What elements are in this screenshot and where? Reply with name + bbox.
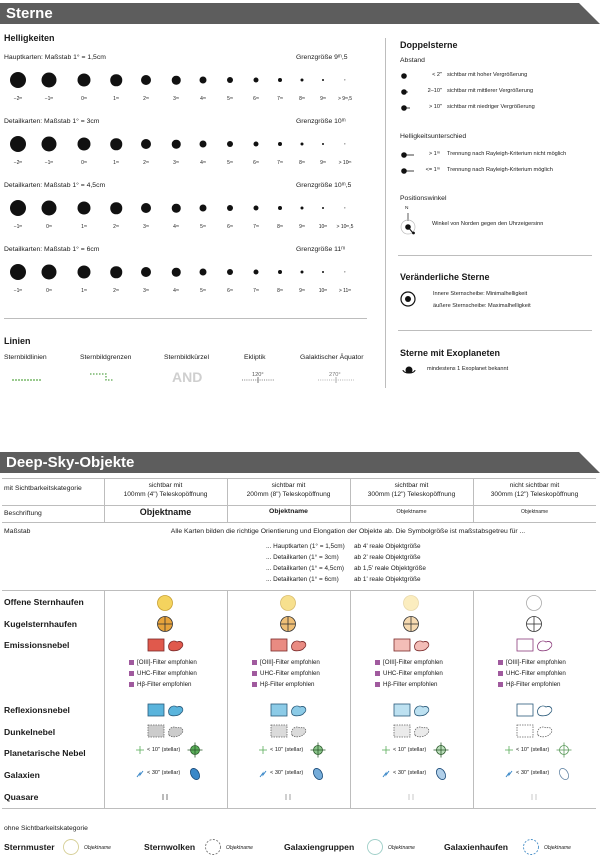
helligkeit-text: Trennung nach Rayleigh-Kriterium nicht möglich — [447, 151, 567, 157]
star-dot — [110, 202, 122, 214]
column-head-1: sichtbar mit — [394, 482, 429, 489]
filter-note — [498, 668, 566, 679]
reflection-nebula-icon — [393, 702, 433, 718]
abstand-text: sichtbar mit mittlerer Vergrößerung — [447, 88, 534, 94]
table-divider — [2, 522, 596, 523]
magnitude-label: 3ᵐ — [173, 160, 179, 166]
filter-icon — [252, 671, 257, 676]
filter-note — [498, 657, 566, 668]
galaxy-icon — [556, 766, 572, 782]
double-star-icon — [400, 150, 418, 160]
filter-text: UHC-Filter empfohlen — [260, 670, 320, 677]
magnitude-label: 5ᵐ — [200, 224, 206, 230]
galaxy-size-text: < 30" (stellar) — [147, 770, 181, 776]
abstand-label: Abstand — [400, 57, 425, 64]
column-head-1: sichtbar mit — [148, 482, 183, 489]
magnitude-row-limit: Grenzgröße 11ᵐ — [296, 246, 346, 253]
table-divider — [473, 590, 474, 808]
heading-linien: Linien — [4, 336, 31, 346]
massstab-row-left: ... Detailkarten (1° = 3cm) — [266, 554, 339, 561]
star-dot — [200, 269, 207, 276]
globular-cluster-icon — [279, 615, 297, 633]
magnitude-label: 5ᵐ — [200, 288, 206, 294]
magnitude-label: −1ᵐ — [44, 96, 54, 102]
star-dot — [78, 74, 91, 87]
filter-text: UHC-Filter empfohlen — [383, 670, 443, 677]
dark-nebula-icon — [393, 723, 433, 739]
quasar-icon — [161, 793, 169, 801]
ohne-name: Sternmuster — [4, 842, 55, 852]
helligkeit-text: Trennung nach Rayleigh-Kriterium möglich — [447, 167, 553, 173]
ohne-symbol-icon — [522, 838, 540, 856]
star-dot — [200, 205, 207, 212]
planetary-size-text: < 10" (stellar) — [270, 747, 304, 753]
ohne-label: ohne Sichtbarkeitskategorie — [4, 825, 88, 832]
row-label: Quasare — [4, 792, 39, 802]
reflection-nebula-icon — [270, 702, 310, 718]
filter-icon — [498, 660, 503, 665]
double-star-icon — [400, 87, 414, 97]
table-divider — [104, 590, 105, 808]
abstand-text: sichtbar mit niedriger Vergrößerung — [447, 104, 535, 110]
ohne-sample: Objektname — [84, 845, 111, 851]
filter-note — [375, 668, 443, 679]
quasar-icon — [407, 793, 415, 801]
sternbildkuerzel-sample: AND — [172, 369, 203, 385]
massstab-row-right: ab 1,5' reale Objektgröße — [354, 565, 426, 572]
massstab-text: Alle Karten bilden die richtige Orientierung und Elongation der Objekte ab. Die Symbolgröße ist maßstabsgetreu für ... — [170, 528, 526, 535]
star-dot — [42, 73, 57, 88]
filter-icon — [375, 682, 380, 687]
magnitude-label: 7ᵐ — [277, 160, 283, 166]
magnitude-label: 4ᵐ — [200, 160, 206, 166]
filter-icon — [375, 671, 380, 676]
star-dot — [254, 142, 259, 147]
star-dot — [344, 143, 345, 144]
planetary-nebula-icon — [433, 742, 449, 758]
star-dot — [278, 206, 282, 210]
open-cluster-icon — [279, 594, 297, 612]
magnitude-label: 7ᵐ — [253, 288, 259, 294]
heading-veraenderliche-sterne: Veränderliche Sterne — [400, 272, 490, 282]
star-dot — [301, 207, 304, 210]
table-divider — [227, 590, 228, 808]
magnitude-label: 8ᵐ — [299, 160, 305, 166]
filter-text: [OIII]-Filter empfohlen — [506, 659, 566, 666]
filter-note — [375, 679, 437, 690]
divider — [398, 255, 592, 256]
filter-note — [252, 657, 320, 668]
open-cluster-icon — [525, 594, 543, 612]
star-dot — [42, 137, 57, 152]
magnitude-label: 2ᵐ — [113, 224, 119, 230]
star-dot — [141, 139, 151, 149]
star-dot — [110, 266, 122, 278]
star-dot — [344, 207, 345, 208]
planetary-small-icon — [135, 745, 145, 755]
star-dot — [200, 141, 207, 148]
divider — [385, 38, 386, 388]
exoplanet-text: mindestens 1 Exoplanet bekannt — [427, 366, 509, 372]
star-dot — [301, 271, 304, 274]
magnitude-label: 5ᵐ — [227, 160, 233, 166]
planetary-small-icon — [258, 745, 268, 755]
star-dot — [141, 203, 151, 213]
star-dot — [172, 140, 181, 149]
filter-text: UHC-Filter empfohlen — [137, 670, 197, 677]
star-dot — [227, 141, 233, 147]
table-divider — [2, 478, 596, 479]
row-label: Dunkelnebel — [4, 727, 56, 737]
double-star-icon — [400, 103, 414, 113]
star-dot — [78, 202, 91, 215]
section-title-deepsky: Deep-Sky-Objekte — [0, 452, 600, 473]
galaxy-icon — [310, 766, 326, 782]
exoplanet-icon — [400, 363, 420, 377]
filter-text: [OIII]-Filter empfohlen — [383, 659, 443, 666]
star-dot — [172, 204, 181, 213]
magnitude-row-label: Detailkarten: Maßstab 1° = 3cm — [4, 118, 100, 125]
star-dot — [344, 271, 345, 272]
row-label: Emissionsnebel — [4, 640, 70, 650]
magnitude-label: −1ᵐ — [13, 288, 23, 294]
star-dot — [42, 265, 57, 280]
star-dot — [10, 136, 26, 152]
star-dot — [78, 266, 91, 279]
magnitude-label: > 11ᵐ — [338, 288, 352, 294]
star-dot — [344, 79, 345, 80]
helligkeit-value: > 1ᵐ — [428, 151, 440, 157]
row-label: Galaxien — [4, 770, 40, 780]
positionswinkel-north: N — [405, 206, 409, 211]
column-head-2: 300mm (12") Teleskopöffnung — [490, 491, 579, 498]
helligkeit-value: <= 1ᵐ — [425, 167, 440, 173]
helligkeit-label: Helligkeitsunterschied — [400, 133, 467, 140]
massstab-row-left: ... Detailkarten (1° = 4,5cm) — [266, 565, 345, 572]
filter-note — [252, 668, 320, 679]
double-star-icon — [400, 71, 414, 81]
table-divider — [350, 590, 351, 808]
abstand-value: 2–10" — [427, 88, 442, 94]
star-dot — [227, 205, 233, 211]
magnitude-label: −2ᵐ — [13, 96, 23, 102]
reflection-nebula-icon — [147, 702, 187, 718]
legend-galaktischer-aequator-label: Galaktischer Äquator — [300, 354, 364, 361]
divider — [4, 318, 367, 319]
filter-text: Hβ-Filter empfohlen — [383, 681, 438, 688]
magnitude-label: 4ᵐ — [200, 96, 206, 102]
magnitude-label: 7ᵐ — [277, 96, 283, 102]
star-dot — [78, 138, 91, 151]
magnitude-label: 8ᵐ — [277, 224, 283, 230]
column-beschriftung: Objektname — [396, 509, 427, 515]
galaxy-small-icon — [504, 769, 514, 779]
magnitude-label: 0ᵐ — [46, 288, 52, 294]
emission-nebula-icon — [270, 637, 310, 653]
globular-cluster-icon — [156, 615, 174, 633]
magnitude-label: 10ᵐ — [318, 288, 328, 294]
magnitude-label: 3ᵐ — [143, 288, 149, 294]
magnitude-label: 1ᵐ — [81, 288, 87, 294]
star-dot — [42, 201, 57, 216]
ekliptik-sample: 120° — [252, 372, 264, 378]
positionswinkel-icon — [398, 207, 420, 237]
galaxy-small-icon — [381, 769, 391, 779]
star-dot — [141, 267, 151, 277]
star-dot — [172, 76, 181, 85]
magnitude-label: > 9ᵐ,5 — [337, 96, 353, 102]
column-beschriftung: Objektname — [139, 507, 192, 517]
column-head-2: 200mm (8") Teleskopöffnung — [246, 491, 331, 498]
magnitude-row-label: Hauptkarten: Maßstab 1° = 1,5cm — [4, 54, 106, 61]
heading-doppelsterne: Doppelsterne — [400, 40, 458, 50]
massstab-row-right: ab 1' reale Objektgröße — [354, 576, 421, 583]
magnitude-label: −1ᵐ — [44, 160, 54, 166]
legend-sternbildlinien-label: Sternbildlinien — [4, 354, 47, 361]
star-dot — [227, 269, 233, 275]
filter-icon — [498, 682, 503, 687]
column-head-2: 100mm (4") Teleskopöffnung — [123, 491, 208, 498]
star-dot — [322, 143, 324, 145]
legend-sternbildgrenzen-label: Sternbildgrenzen — [80, 354, 132, 361]
dark-nebula-icon — [147, 723, 187, 739]
filter-icon — [129, 682, 134, 687]
star-dot — [254, 270, 259, 275]
table-divider — [2, 505, 596, 506]
galaxy-size-text: < 30" (stellar) — [393, 770, 427, 776]
magnitude-label: 1ᵐ — [81, 224, 87, 230]
magnitude-label: 1ᵐ — [113, 96, 119, 102]
magnitude-row-limit: Grenzgröße 9ᵐ,5 — [296, 54, 348, 61]
dark-nebula-icon — [516, 723, 556, 739]
magnitude-label: 7ᵐ — [253, 224, 259, 230]
massstab-label: Maßstab — [4, 528, 31, 535]
star-dot — [227, 77, 233, 83]
variable-inner-text: Innere Sternscheibe: Minimalhelligkeit — [433, 291, 528, 297]
filter-text: Hβ-Filter empfohlen — [260, 681, 315, 688]
filter-text: [OIII]-Filter empfohlen — [137, 659, 197, 666]
aequator-sample: 270° — [329, 372, 341, 378]
globular-cluster-icon — [525, 615, 543, 633]
divider — [398, 330, 592, 331]
quasar-icon — [530, 793, 538, 801]
star-dot — [10, 72, 26, 88]
filter-note — [252, 679, 314, 690]
ohne-sample: Objektname — [226, 845, 253, 851]
filter-icon — [129, 660, 134, 665]
legend-sternbildkuerzel-label: Sternbildkürzel — [164, 354, 209, 361]
open-cluster-icon — [402, 594, 420, 612]
table-divider — [2, 590, 596, 591]
magnitude-label: 9ᵐ — [299, 288, 305, 294]
magnitude-label: 0ᵐ — [46, 224, 52, 230]
emission-nebula-icon — [147, 637, 187, 653]
star-dot — [322, 271, 324, 273]
star-dot — [200, 77, 207, 84]
magnitude-label: 0ᵐ — [81, 96, 87, 102]
magnitude-row-limit: Grenzgröße 10ᵐ — [296, 118, 346, 125]
galaxy-small-icon — [135, 769, 145, 779]
magnitude-label: −1ᵐ — [13, 224, 23, 230]
sternbildgrenzen-line — [90, 374, 114, 380]
magnitude-label: 8ᵐ — [299, 96, 305, 102]
column-beschriftung: Objektname — [269, 508, 308, 515]
filter-icon — [375, 660, 380, 665]
galaxy-small-icon — [258, 769, 268, 779]
magnitude-label: 8ᵐ — [277, 288, 283, 294]
planetary-size-text: < 10" (stellar) — [516, 747, 550, 753]
dark-nebula-icon — [270, 723, 310, 739]
emission-nebula-icon — [393, 637, 433, 653]
massstab-row-left: ... Hauptkarten (1° = 1,5cm) — [266, 543, 345, 550]
section-title-sterne: Sterne — [0, 3, 600, 24]
galaxy-icon — [433, 766, 449, 782]
open-cluster-icon — [156, 594, 174, 612]
magnitude-row-label: Detailkarten: Maßstab 1° = 6cm — [4, 246, 100, 253]
star-dot — [254, 206, 259, 211]
magnitude-label: 2ᵐ — [113, 288, 119, 294]
planetary-size-text: < 10" (stellar) — [393, 747, 427, 753]
filter-text: UHC-Filter empfohlen — [506, 670, 566, 677]
globular-cluster-icon — [402, 615, 420, 633]
ohne-name: Galaxienhaufen — [444, 842, 508, 852]
column-head-1: sichtbar mit — [271, 482, 306, 489]
table-divider — [2, 808, 596, 809]
magnitude-label: 5ᵐ — [227, 96, 233, 102]
planetary-small-icon — [504, 745, 514, 755]
star-dot — [110, 74, 122, 86]
positionswinkel-label: Positionswinkel — [400, 195, 447, 202]
quasar-icon — [284, 793, 292, 801]
heading-helligkeiten: Helligkeiten — [4, 33, 55, 43]
magnitude-row-limit: Grenzgröße 10ᵐ,5 — [296, 182, 352, 189]
star-dot — [322, 79, 324, 81]
reflection-nebula-icon — [516, 702, 556, 718]
heading-exoplaneten: Sterne mit Exoplaneten — [400, 348, 501, 358]
star-dot — [254, 78, 259, 83]
magnitude-label: 9ᵐ — [299, 224, 305, 230]
abstand-value: > 10" — [428, 104, 442, 110]
filter-note — [129, 668, 197, 679]
magnitude-label: 6ᵐ — [253, 96, 259, 102]
filter-note — [498, 679, 560, 690]
column-head-2: 300mm (12") Teleskopöffnung — [367, 491, 456, 498]
ohne-name: Sternwolken — [144, 842, 196, 852]
ohne-symbol-icon — [62, 838, 80, 856]
star-dot — [301, 143, 304, 146]
magnitude-label: 0ᵐ — [81, 160, 87, 166]
positionswinkel-text: Winkel von Norden gegen den Uhrzeigersinn — [432, 221, 544, 227]
filter-icon — [498, 671, 503, 676]
ohne-sample: Objektname — [388, 845, 415, 851]
filter-icon — [252, 660, 257, 665]
emission-nebula-icon — [516, 637, 556, 653]
planetary-nebula-icon — [187, 742, 203, 758]
magnitude-label: 6ᵐ — [227, 224, 233, 230]
ohne-symbol-icon — [204, 838, 222, 856]
magnitude-label: 4ᵐ — [173, 224, 179, 230]
star-dot — [322, 207, 324, 209]
magnitude-label: 3ᵐ — [173, 96, 179, 102]
star-dot — [141, 75, 151, 85]
planetary-size-text: < 10" (stellar) — [147, 747, 181, 753]
magnitude-label: 3ᵐ — [143, 224, 149, 230]
planetary-nebula-icon — [310, 742, 326, 758]
row-label: Kugelsternhaufen — [4, 619, 78, 629]
filter-text: Hβ-Filter empfohlen — [506, 681, 561, 688]
magnitude-label: −2ᵐ — [13, 160, 23, 166]
massstab-row-right: ab 2' reale Objektgröße — [354, 554, 421, 561]
galaxy-size-text: < 30" (stellar) — [516, 770, 550, 776]
ohne-symbol-icon — [366, 838, 384, 856]
magnitude-label: > 10ᵐ,5 — [336, 224, 354, 230]
massstab-row-right: ab 4' reale Objektgröße — [354, 543, 421, 550]
magnitude-label: > 10ᵐ — [338, 160, 352, 166]
star-dot — [10, 200, 26, 216]
star-dot — [278, 142, 282, 146]
magnitude-label: 6ᵐ — [227, 288, 233, 294]
filter-note — [129, 657, 197, 668]
massstab-row-left: ... Detailkarten (1° = 6cm) — [266, 576, 339, 583]
star-dot — [278, 270, 282, 274]
column-beschriftung: Objektname — [521, 509, 548, 515]
abstand-text: sichtbar mit hoher Vergrößerung — [447, 72, 528, 78]
row-label: Planetarische Nebel — [4, 748, 86, 758]
magnitude-row-label: Detailkarten: Maßstab 1° = 4,5cm — [4, 182, 106, 189]
row-label: Offene Sternhaufen — [4, 597, 84, 607]
planetary-nebula-icon — [556, 742, 572, 758]
star-dot — [172, 268, 181, 277]
abstand-value: < 2" — [432, 72, 442, 78]
planetary-small-icon — [381, 745, 391, 755]
magnitude-label: 1ᵐ — [113, 160, 119, 166]
ohne-name: Galaxiengruppen — [284, 842, 355, 852]
filter-icon — [252, 682, 257, 687]
magnitude-label: 9ᵐ — [320, 160, 326, 166]
magnitude-label: 2ᵐ — [143, 160, 149, 166]
beschriftung-label: Beschriftung — [4, 510, 42, 517]
filter-text: Hβ-Filter empfohlen — [137, 681, 192, 688]
galaxy-size-text: < 30" (stellar) — [270, 770, 304, 776]
double-star-icon — [400, 166, 418, 176]
filter-icon — [129, 671, 134, 676]
magnitude-label: 4ᵐ — [173, 288, 179, 294]
row-label: Reflexionsnebel — [4, 705, 70, 715]
star-dot — [10, 264, 26, 280]
filter-note — [129, 679, 191, 690]
ohne-sample: Objektname — [544, 845, 571, 851]
star-dot — [301, 79, 304, 82]
variable-star-icon — [398, 289, 420, 311]
filter-text: [OIII]-Filter empfohlen — [260, 659, 320, 666]
star-dot — [110, 138, 122, 150]
filter-note — [375, 657, 443, 668]
variable-outer-text: äußere Sternscheibe: Maximalhelligkeit — [433, 303, 531, 309]
magnitude-label: 10ᵐ — [318, 224, 328, 230]
magnitude-label: 2ᵐ — [143, 96, 149, 102]
kategorie-label: mit Sichtbarkeitskategorie — [4, 485, 82, 492]
star-dot — [278, 78, 282, 82]
magnitude-label: 6ᵐ — [253, 160, 259, 166]
galaxy-icon — [187, 766, 203, 782]
legend-ekliptik-label: Ekliptik — [244, 354, 266, 361]
column-head-1: nicht sichtbar mit — [509, 482, 560, 489]
magnitude-label: 9ᵐ — [320, 96, 326, 102]
